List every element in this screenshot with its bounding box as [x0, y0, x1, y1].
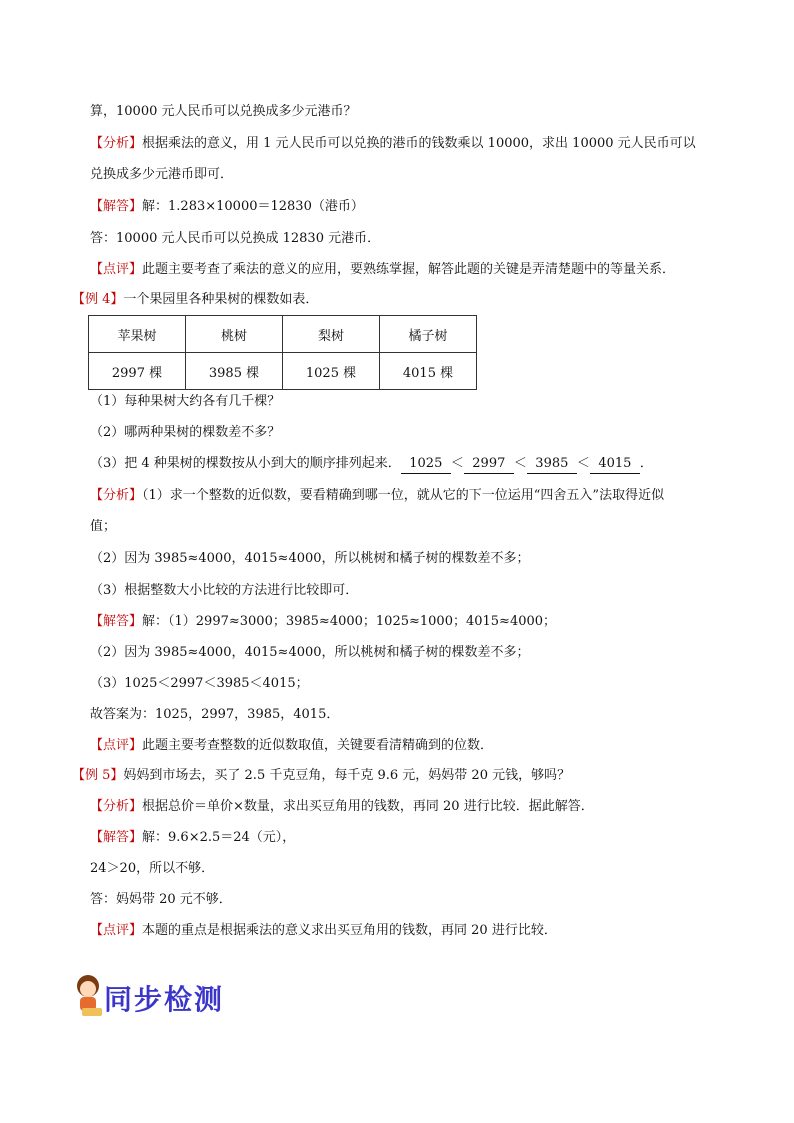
question-1: （1）每种果树大约各有几千棵？: [90, 394, 281, 409]
answer-conclusion-line: 答：10000 元人民币可以兑换成 12830 元港币．: [90, 231, 381, 246]
analysis-tag: 【分析】: [90, 799, 143, 814]
analysis-line-3: （3）根据整数大小比较的方法进行比较即可．: [90, 583, 359, 598]
answer-tag: 【解答】: [90, 614, 143, 629]
comment-line: 【点评】本题的重点是根据乘法的意义求出买豆角用的钱数，再同 20 进行比较．: [90, 923, 557, 938]
answer-line-2: 24＞20，所以不够．: [90, 861, 215, 876]
answer-line-3: 答：妈妈带 20 元不够．: [90, 892, 232, 907]
answer-line: 【解答】解：9.6×2.5＝24（元），: [90, 830, 296, 845]
table-cell: 2997 棵: [89, 353, 186, 390]
answer-line-4: 故答案为：1025，2997，3985，4015．: [90, 707, 340, 722]
analysis-line: 【分析】根据总价＝单价×数量，求出买豆角用的钱数，再同 20 进行比较．据此解答．: [90, 799, 594, 814]
fill-blank-3: 3985: [527, 455, 577, 474]
answer-line-3: （3）1025＜2997＜3985＜4015；: [90, 676, 309, 691]
table-header-cell: 橘子树: [380, 316, 477, 353]
comment-line: 【点评】此题主要考查整数的近似数取值，关键要看清精确到的位数．: [90, 738, 494, 753]
analysis-tag: 【分析】: [90, 136, 143, 151]
table-cell: 4015 棵: [380, 353, 477, 390]
example-5-heading: 【例 5】妈妈到市场去，买了 2.5 千克豆角，每千克 9.6 元，妈妈带 20 元钱，够吗？: [72, 768, 571, 783]
fill-blank-4: 4015: [590, 455, 640, 474]
table-header-cell: 梨树: [283, 316, 380, 353]
comment-tag: 【点评】: [90, 923, 143, 938]
analysis-line: 【分析】（1）求一个整数的近似数，要看精确到哪一位，就从它的下一位运用“四舍五入”法取得近似: [90, 488, 665, 503]
analysis-line-cont: 兑换成多少元港币即可．: [90, 167, 234, 182]
answer-tag: 【解答】: [90, 830, 143, 845]
analysis-line: 【分析】根据乘法的意义，用 1 元人民币可以兑换的港币的钱数乘以 10000，求出 10000 元人民币可以: [90, 136, 696, 151]
answer-line: 【解答】解：1.283×10000＝12830（港币）: [90, 199, 364, 214]
comment-line: 【点评】此题主要考查了乘法的意义的应用，要熟练掌握，解答此题的关键是弄清楚题中的等量关系．: [90, 262, 676, 277]
answer-line-2: （2）因为 3985≈4000，4015≈4000，所以桃树和橘子树的棵数差不多；: [90, 645, 530, 660]
answer-tag: 【解答】: [90, 199, 143, 214]
question-2: （2）哪两种果树的棵数差不多？: [90, 425, 281, 440]
fill-blank-2: 2997: [464, 455, 514, 474]
comment-tag: 【点评】: [90, 262, 143, 277]
analysis-line-2: （2）因为 3985≈4000，4015≈4000，所以桃树和橘子树的棵数差不多；: [90, 551, 530, 566]
question-3: （3）把 4 种果树的棵数按从小到大的顺序排列起来． 1025 ＜ 2997 ＜ 3985 ＜ 4015 ．: [90, 455, 653, 474]
analysis-line-cont: 值；: [90, 519, 117, 534]
example-tag: 【例 4】: [72, 292, 124, 307]
table-row: [89, 353, 477, 390]
table-header-cell: 桃树: [186, 316, 283, 353]
fill-blank-1: 1025: [401, 455, 451, 474]
table-header-row: [89, 316, 477, 353]
example-tag: 【例 5】: [72, 768, 124, 783]
table-header-cell: 苹果树: [89, 316, 186, 353]
table-cell: 3985 棵: [186, 353, 283, 390]
answer-line: 【解答】解：（1）2997≈3000；3985≈4000；1025≈1000；4015≈4000；: [90, 614, 557, 629]
table-cell: 1025 棵: [283, 353, 380, 390]
problem-text-line: 算，10000 元人民币可以兑换成多少元港币？: [90, 104, 357, 119]
example-4-heading: 【例 4】一个果园里各种果树的棵数如表．: [72, 292, 319, 307]
fruit-tree-table: [88, 315, 477, 390]
section-title: 同步检测: [104, 983, 225, 1016]
analysis-tag: 【分析】: [90, 488, 143, 503]
comment-tag: 【点评】: [90, 738, 143, 753]
